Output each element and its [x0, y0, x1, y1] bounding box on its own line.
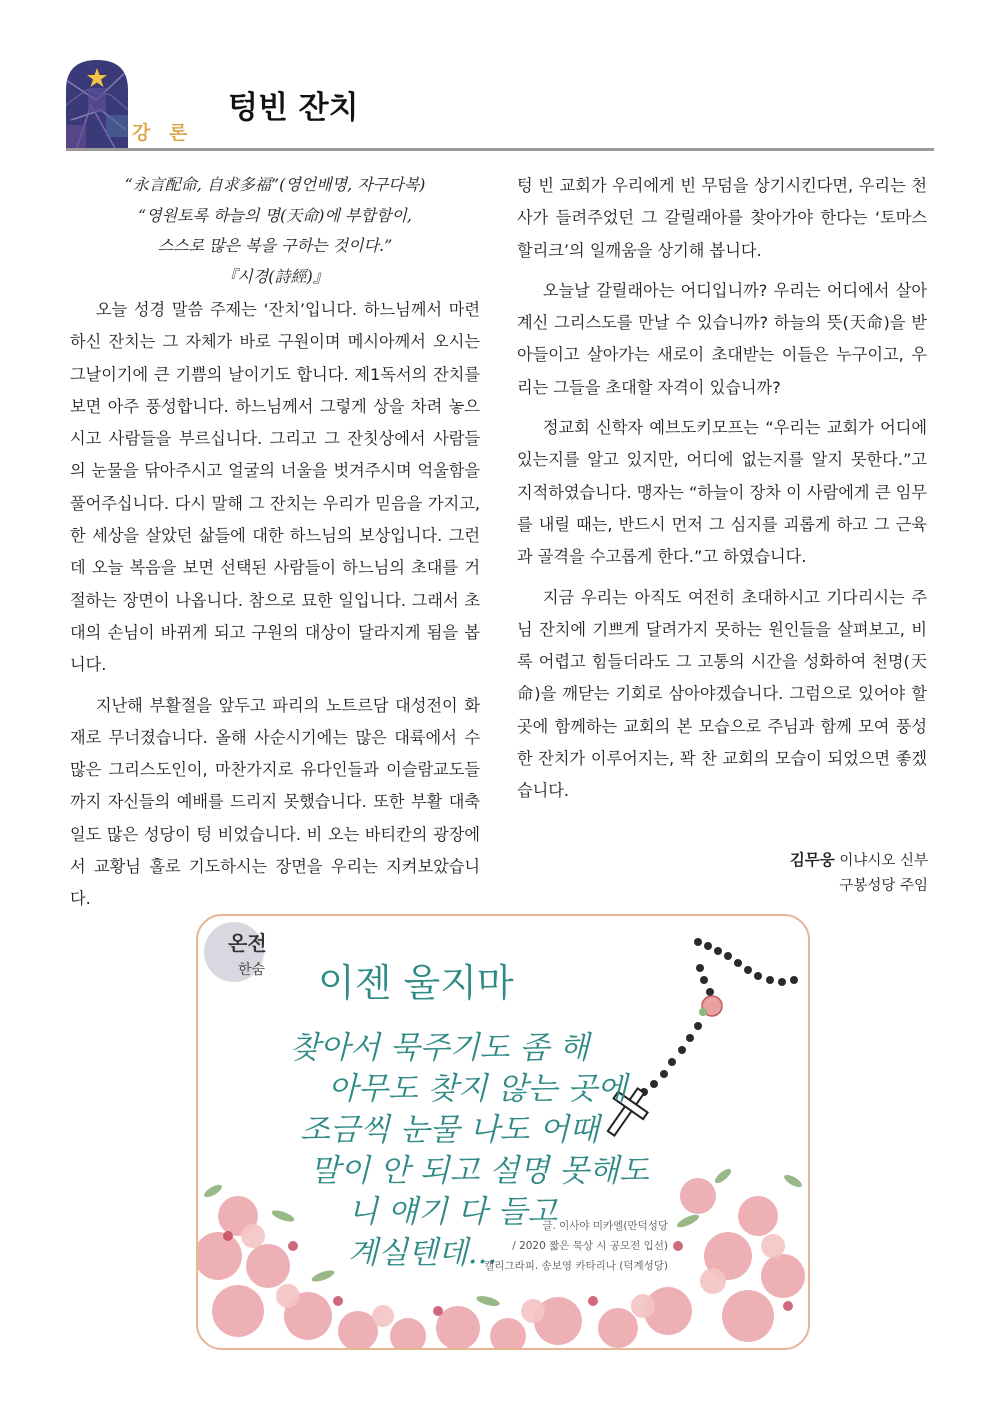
calligraphy-lines: [290, 1030, 650, 1271]
paragraph: 오늘날 갈릴래아는 어디입니까? 우리는 어디에서 살아계신 그리스도를 만날 수 있습니까? 하늘의 뜻(天命)을 받아들이고 살아가는 새로이 초대받는 이들은 누구이고, 우리는 그들을 초대할 자격이 있습니까?: [517, 280, 927, 397]
author-role: 구봉성당 주임: [839, 878, 928, 894]
paragraph: 정교회 신학자 예브도키모프는 “우리는 교회가 어디에 있는지를 알고 있지만, 어디에 없는지를 알지 못한다.”고 지적하였습니다. 맹자는 “하늘이 장차 이 사람에게 큰 임무를 내릴 때는, 반드시 먼저 그 심지를 괴롭게 하고 그 근육과 골격을 수고롭게 한다.”고 하였습니다.: [517, 418, 927, 567]
paragraph: 오늘 성경 말씀 주제는 ‘잔치’입니다. 하느님께서 마련하신 잔치는 그 자체가 바로 구원이며 메시아께서 오시는 그날이기에 큰 기쁨의 날이기도 합니다. 제1독서의 잔치를 보면 아주 풍성합니다. 하느님께서 그렇게 상을 차려 놓으시고 사람들을 부르십니다. 그리고 그 잔칫상에서 사람들의 눈물을 닦아주시고 얼굴의 너울을 벗겨주시며 억울함을 풀어주십니다. 다시 말해 그 잔치는 우리가 믿음을 가지고, 한 세상을 살았던 삶들에 대한 하느님의 보상입니다. 그런데 오늘 복음을 보면 선택된 사람들이 하느님의 초대를 거절하는 장면이 나옵니다. 참으로 묘한 일입니다. 그래서 초대의 손님이 바뀌게 되고 구원의 대상이 달라지게 됨을 봅니다.: [70, 300, 480, 675]
credit-contest: / 2020 짧은 묵상 시 공모전 입선): [512, 1240, 668, 1252]
calligraphy-title: 이젠 울지마: [318, 961, 514, 1005]
header-divider: [66, 148, 934, 151]
epigraph-line-3: 스스로 많은 복을 구하는 것이다.”: [157, 236, 393, 255]
author-signature: [790, 848, 928, 899]
author-title: 이냐시오 신부: [839, 853, 928, 869]
svg-text:찾아서 묵주기도 좀 해: 찾아서 묵주기도 좀 해: [290, 1030, 590, 1066]
svg-text:조금씩 눈물 나도 어때: 조금씩 눈물 나도 어때: [300, 1112, 600, 1148]
epigraph-source: 『시경(詩經)』: [221, 266, 329, 286]
section-label: 강 론: [132, 122, 194, 144]
svg-text:아무도 찾지 않는 곳에: 아무도 찾지 않는 곳에: [328, 1071, 628, 1107]
badge-line-1: 온전: [228, 931, 267, 955]
calligraphy-card: [196, 914, 810, 1350]
credit-author: 글. 이사야 미카엘(만덕성당: [542, 1220, 668, 1232]
paragraph: 지금 우리는 아직도 여전히 초대하시고 기다리시는 주님 잔치에 기쁘게 달려가지 못하는 원인들을 살펴보고, 비록 어렵고 힘들더라도 그 고통의 시간을 성화하여 천명(天命)을 깨닫는 기회로 삼아야겠습니다. 그럼으로 있어야 할 곳에 함께하는 교회의 본 모습으로 주님과 함께 모여 풍성한 잔치가 이루어지는, 꽉 찬 교회의 모습이 되었으면 좋겠습니다.: [517, 587, 927, 801]
rosary-icon: [596, 938, 798, 1144]
stained-glass-star-icon: [66, 60, 128, 150]
epigraph-line-1: “永言配命, 自求多福”(영언배명, 자구다복): [124, 175, 426, 194]
right-column: [517, 170, 927, 808]
epigraph-line-2: “영원토록 하늘의 명(天命)에 부합함이,: [138, 205, 412, 225]
paragraph: 지난해 부활절을 앞두고 파리의 노트르담 대성전이 화재로 무너졌습니다. 올해 사순시기에는 많은 대륙에서 수많은 그리스도인이, 마찬가지로 유다인들과 이슬람교도들까지 자신들의 예배를 드리지 못했습니다. 또한 부활 대축일도 많은 성당이 텅 비었습니다. 비 오는 바티칸의 광장에서 교황님 홀로 기도하시는 장면을 우리는 지켜보았습니다.: [70, 695, 480, 909]
author-name: 김무웅: [789, 851, 835, 869]
svg-text:니 얘기 다 들고: 니 얘기 다 들고: [348, 1194, 558, 1230]
badge-line-2: 한숨: [238, 962, 266, 978]
left-column: [70, 170, 480, 916]
paragraph: 텅 빈 교회가 우리에게 빈 무덤을 상기시킨다면, 우리는 천사가 들려주었던 그 갈릴래아를 찾아가야 한다는 ‘토마스 할리크’의 일깨움을 상기해 봅니다.: [517, 176, 927, 260]
calligraphy-artwork: [198, 916, 808, 1348]
epigraph: [70, 170, 480, 292]
svg-text:계실텐데...: 계실텐데...: [348, 1235, 498, 1271]
svg-text:말이 안 되고 설명 못해도: 말이 안 되고 설명 못해도: [310, 1153, 649, 1189]
page-title: 텅빈 잔치: [228, 90, 359, 126]
credit-calligrapher: 캘리그라피. 송보영 카타리나 (덕계성당): [484, 1260, 668, 1272]
